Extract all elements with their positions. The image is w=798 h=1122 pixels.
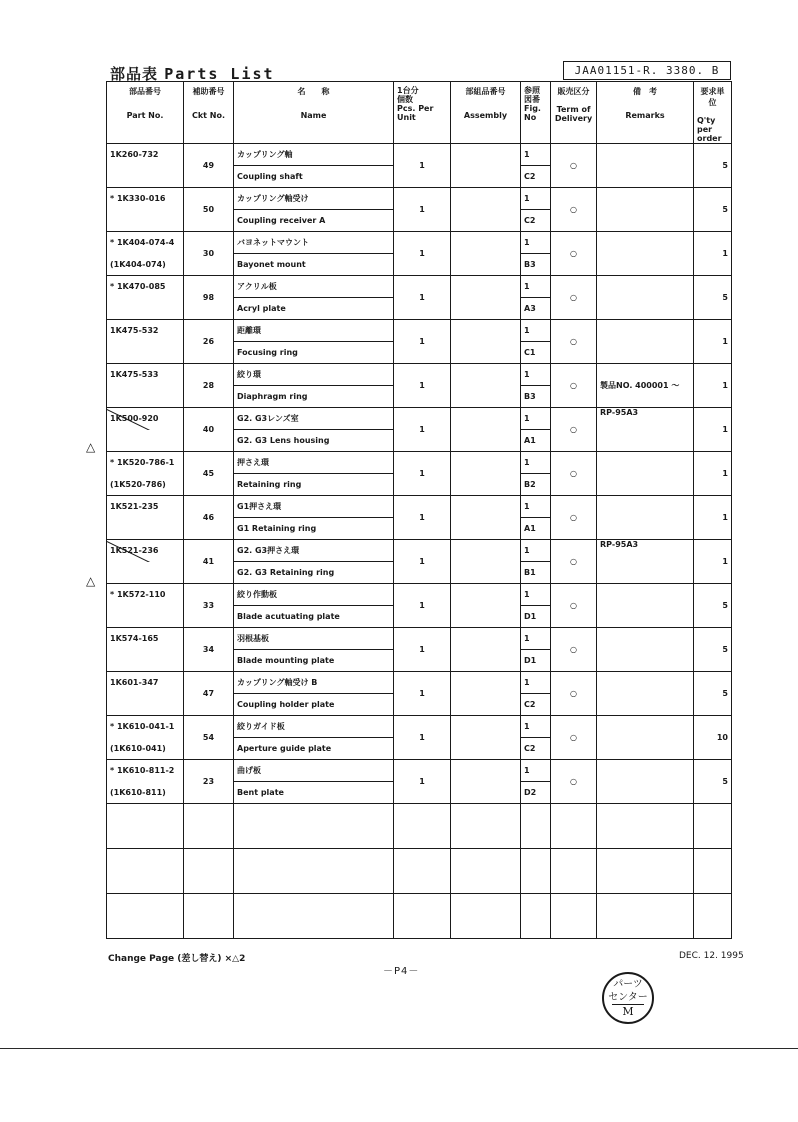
fig-number: 1 (521, 672, 551, 694)
delivery-circle-mark: ○ (570, 645, 577, 654)
table-row (107, 716, 732, 738)
ckt-number: 46 (184, 496, 234, 540)
qty-per-order: 5 (694, 584, 732, 628)
qty-per-order: 5 (694, 276, 732, 320)
fig-grid: D1 (521, 606, 551, 628)
part-number: 1K521-236 (107, 540, 184, 562)
delivery-circle-mark: ○ (570, 161, 577, 170)
pcs-per-unit: 1 (394, 452, 451, 496)
name-jp: G2. G3押さえ環 (234, 540, 394, 562)
name-jp: カップリング軸受け (234, 188, 394, 210)
parts-center-stamp: パーツ センター M (602, 972, 654, 1024)
qty-per-order: 5 (694, 760, 732, 804)
part-number: * 1K610-811-2 (107, 760, 184, 782)
change-mark-triangle: △ (86, 440, 96, 454)
part-number: 1K500-920 (107, 408, 184, 430)
ckt-number: 40 (184, 408, 234, 452)
pcs-per-unit: 1 (394, 276, 451, 320)
table-row (107, 540, 732, 562)
assembly (451, 584, 521, 628)
remarks: RP-95A3 (597, 408, 694, 452)
ckt-number: 34 (184, 628, 234, 672)
qty-per-order: 5 (694, 672, 732, 716)
delivery-circle-mark: ○ (570, 777, 577, 786)
delivery-circle-mark: ○ (570, 469, 577, 478)
assembly (451, 496, 521, 540)
name-en: Focusing ring (234, 342, 394, 364)
fig-grid: A1 (521, 430, 551, 452)
part-number-old: (1K610-041) (107, 738, 184, 760)
name-en: Bayonet mount (234, 254, 394, 276)
header-term-of-delivery: 販売区分 Term of Delivery (551, 82, 597, 144)
name-jp: カップリング軸 (234, 144, 394, 166)
term-of-delivery (551, 540, 597, 584)
title-en: Parts List (164, 65, 275, 83)
qty-per-order: 1 (694, 408, 732, 452)
part-number: 1K601-347 (107, 672, 184, 694)
term-of-delivery (551, 276, 597, 320)
ckt-number: 47 (184, 672, 234, 716)
name-jp: G1押さえ環 (234, 496, 394, 518)
name-en: Acryl plate (234, 298, 394, 320)
delivery-circle-mark: ○ (570, 689, 577, 698)
name-jp: 押さえ環 (234, 452, 394, 474)
ckt-number: 54 (184, 716, 234, 760)
fig-grid: B3 (521, 254, 551, 276)
ckt-number: 41 (184, 540, 234, 584)
ckt-number: 30 (184, 232, 234, 276)
name-en: G1 Retaining ring (234, 518, 394, 540)
remarks (597, 276, 694, 320)
name-en: Coupling receiver A (234, 210, 394, 232)
pcs-per-unit: 1 (394, 364, 451, 408)
header-assembly: 部組品番号 Assembly (451, 82, 521, 144)
table-row (107, 496, 732, 518)
delivery-circle-mark: ○ (570, 425, 577, 434)
part-number-old (107, 430, 184, 452)
table-row-empty (107, 894, 732, 939)
table-row (107, 276, 732, 298)
fig-number: 1 (521, 144, 551, 166)
qty-per-order: 1 (694, 232, 732, 276)
pcs-per-unit: 1 (394, 408, 451, 452)
name-en: Blade acutuating plate (234, 606, 394, 628)
fig-grid: C1 (521, 342, 551, 364)
fig-grid: B1 (521, 562, 551, 584)
term-of-delivery (551, 364, 597, 408)
assembly (451, 760, 521, 804)
ckt-number: 33 (184, 584, 234, 628)
remarks (597, 188, 694, 232)
part-number-old (107, 210, 184, 232)
term-of-delivery (551, 408, 597, 452)
pcs-per-unit: 1 (394, 144, 451, 188)
assembly (451, 364, 521, 408)
remarks: 製品NO. 400001 ～ (597, 364, 694, 408)
part-number: 1K574-165 (107, 628, 184, 650)
header-pcs-per-unit: 1台分 個数 Pcs. Per Unit (394, 82, 451, 144)
fig-number: 1 (521, 408, 551, 430)
name-en: Blade mounting plate (234, 650, 394, 672)
ckt-number: 23 (184, 760, 234, 804)
delivery-circle-mark: ○ (570, 205, 577, 214)
remarks (597, 232, 694, 276)
name-en: G2. G3 Lens housing (234, 430, 394, 452)
fig-number: 1 (521, 496, 551, 518)
name-jp: カップリング軸受け B (234, 672, 394, 694)
fig-grid: A1 (521, 518, 551, 540)
change-mark-triangle: △ (86, 574, 96, 588)
qty-per-order: 1 (694, 452, 732, 496)
pcs-per-unit: 1 (394, 716, 451, 760)
pcs-per-unit: 1 (394, 188, 451, 232)
table-row (107, 672, 732, 694)
qty-per-order: 10 (694, 716, 732, 760)
fig-grid: C2 (521, 166, 551, 188)
fig-grid: A3 (521, 298, 551, 320)
ckt-number: 28 (184, 364, 234, 408)
fig-number: 1 (521, 232, 551, 254)
remarks: RP-95A3 (597, 540, 694, 584)
pcs-per-unit: 1 (394, 760, 451, 804)
remarks (597, 584, 694, 628)
ckt-number: 49 (184, 144, 234, 188)
name-jp: G2. G3レンズ室 (234, 408, 394, 430)
remarks (597, 716, 694, 760)
table-row-empty (107, 804, 732, 849)
qty-per-order: 5 (694, 144, 732, 188)
delivery-circle-mark: ○ (570, 733, 577, 742)
name-en: Retaining ring (234, 474, 394, 496)
part-number-old (107, 386, 184, 408)
name-en: Coupling shaft (234, 166, 394, 188)
delivery-circle-mark: ○ (570, 249, 577, 258)
table-row (107, 144, 732, 166)
part-number: * 1K520-786-1 (107, 452, 184, 474)
qty-per-order: 1 (694, 364, 732, 408)
fig-grid: C2 (521, 694, 551, 716)
blank-rows (107, 804, 732, 939)
fig-grid: B3 (521, 386, 551, 408)
part-number-old: (1K520-786) (107, 474, 184, 496)
remarks (597, 144, 694, 188)
fig-grid: B2 (521, 474, 551, 496)
assembly (451, 188, 521, 232)
qty-per-order: 5 (694, 188, 732, 232)
assembly (451, 232, 521, 276)
header-name: 名 称 Name (234, 82, 394, 144)
term-of-delivery (551, 496, 597, 540)
table-row (107, 628, 732, 650)
ckt-number: 26 (184, 320, 234, 364)
part-number: 1K475-532 (107, 320, 184, 342)
remarks (597, 496, 694, 540)
parts-table (106, 81, 732, 939)
fig-grid: C2 (521, 210, 551, 232)
term-of-delivery (551, 144, 597, 188)
table-row (107, 364, 732, 386)
assembly (451, 716, 521, 760)
table-row (107, 584, 732, 606)
delivery-circle-mark: ○ (570, 337, 577, 346)
term-of-delivery (551, 628, 597, 672)
fig-grid: D2 (521, 782, 551, 804)
remarks (597, 672, 694, 716)
fig-number: 1 (521, 276, 551, 298)
remarks (597, 452, 694, 496)
document-number: JAA01151-R. 3380. B (563, 61, 731, 80)
pcs-per-unit: 1 (394, 672, 451, 716)
page-bottom-rule (0, 1048, 798, 1049)
name-jp: バヨネットマウント (234, 232, 394, 254)
ckt-number: 45 (184, 452, 234, 496)
part-number-old: (1K610-811) (107, 782, 184, 804)
page-number: －P4－ (383, 966, 420, 977)
part-number: * 1K470-085 (107, 276, 184, 298)
name-en: Diaphragm ring (234, 386, 394, 408)
fig-number: 1 (521, 364, 551, 386)
fig-number: 1 (521, 760, 551, 782)
change-page-note: Change Page (差し替え) ×△2 (108, 954, 246, 964)
term-of-delivery (551, 452, 597, 496)
term-of-delivery (551, 760, 597, 804)
part-number-old (107, 606, 184, 628)
pcs-per-unit: 1 (394, 584, 451, 628)
part-number: * 1K404-074-4 (107, 232, 184, 254)
part-number-old: (1K404-074) (107, 254, 184, 276)
part-number-old (107, 650, 184, 672)
parts-rows (107, 144, 732, 804)
name-en: G2. G3 Retaining ring (234, 562, 394, 584)
part-number-old (107, 562, 184, 584)
part-number-old (107, 518, 184, 540)
assembly (451, 672, 521, 716)
table-row (107, 320, 732, 342)
assembly (451, 408, 521, 452)
name-en: Coupling holder plate (234, 694, 394, 716)
name-en: Aperture guide plate (234, 738, 394, 760)
fig-number: 1 (521, 188, 551, 210)
fig-number: 1 (521, 716, 551, 738)
term-of-delivery (551, 584, 597, 628)
term-of-delivery (551, 320, 597, 364)
delivery-circle-mark: ○ (570, 293, 577, 302)
part-number: * 1K610-041-1 (107, 716, 184, 738)
part-number: 1K475-533 (107, 364, 184, 386)
remarks (597, 320, 694, 364)
header-fig-no: 参照 図番 Fig. No (521, 82, 551, 144)
qty-per-order: 5 (694, 628, 732, 672)
part-number-old (107, 342, 184, 364)
header-part-no: 部品番号 Part No. (107, 82, 184, 144)
qty-per-order: 1 (694, 540, 732, 584)
assembly (451, 320, 521, 364)
qty-per-order: 1 (694, 496, 732, 540)
part-number-old (107, 694, 184, 716)
fig-grid: C2 (521, 738, 551, 760)
ckt-number: 98 (184, 276, 234, 320)
ckt-number: 50 (184, 188, 234, 232)
qty-per-order: 1 (694, 320, 732, 364)
term-of-delivery (551, 188, 597, 232)
fig-number: 1 (521, 540, 551, 562)
table-header-row (107, 82, 732, 144)
assembly (451, 452, 521, 496)
term-of-delivery (551, 672, 597, 716)
delivery-circle-mark: ○ (570, 513, 577, 522)
header-qty-per-order: 要求単位 Q'ty per order (694, 82, 732, 144)
part-number-old (107, 298, 184, 320)
assembly (451, 276, 521, 320)
part-number: 1K521-235 (107, 496, 184, 518)
name-jp: 距離環 (234, 320, 394, 342)
pcs-per-unit: 1 (394, 232, 451, 276)
name-jp: 絞りガイド板 (234, 716, 394, 738)
part-number: * 1K330-016 (107, 188, 184, 210)
name-jp: アクリル板 (234, 276, 394, 298)
term-of-delivery (551, 716, 597, 760)
fig-number: 1 (521, 584, 551, 606)
pcs-per-unit: 1 (394, 628, 451, 672)
table-row (107, 408, 732, 430)
remarks (597, 628, 694, 672)
header-ckt-no: 補助番号 Ckt No. (184, 82, 234, 144)
name-jp: 曲げ板 (234, 760, 394, 782)
header-remarks: 備 考 Remarks (597, 82, 694, 144)
part-number: 1K260-732 (107, 144, 184, 166)
name-jp: 羽根基板 (234, 628, 394, 650)
part-number: * 1K572-110 (107, 584, 184, 606)
document-date: DEC. 12. 1995 (679, 951, 744, 961)
term-of-delivery (551, 232, 597, 276)
table-row (107, 760, 732, 782)
name-jp: 絞り環 (234, 364, 394, 386)
delivery-circle-mark: ○ (570, 601, 577, 610)
fig-grid: D1 (521, 650, 551, 672)
remarks (597, 760, 694, 804)
table-row (107, 232, 732, 254)
pcs-per-unit: 1 (394, 540, 451, 584)
fig-number: 1 (521, 320, 551, 342)
pcs-per-unit: 1 (394, 320, 451, 364)
fig-number: 1 (521, 628, 551, 650)
assembly (451, 540, 521, 584)
delivery-circle-mark: ○ (570, 381, 577, 390)
fig-number: 1 (521, 452, 551, 474)
assembly (451, 628, 521, 672)
title-jp: 部品表 (110, 65, 159, 83)
part-number-old (107, 166, 184, 188)
assembly (451, 144, 521, 188)
pcs-per-unit: 1 (394, 496, 451, 540)
table-row (107, 188, 732, 210)
delivery-circle-mark: ○ (570, 557, 577, 566)
table-row (107, 452, 732, 474)
table-row-empty (107, 849, 732, 894)
name-jp: 絞り作動板 (234, 584, 394, 606)
name-en: Bent plate (234, 782, 394, 804)
